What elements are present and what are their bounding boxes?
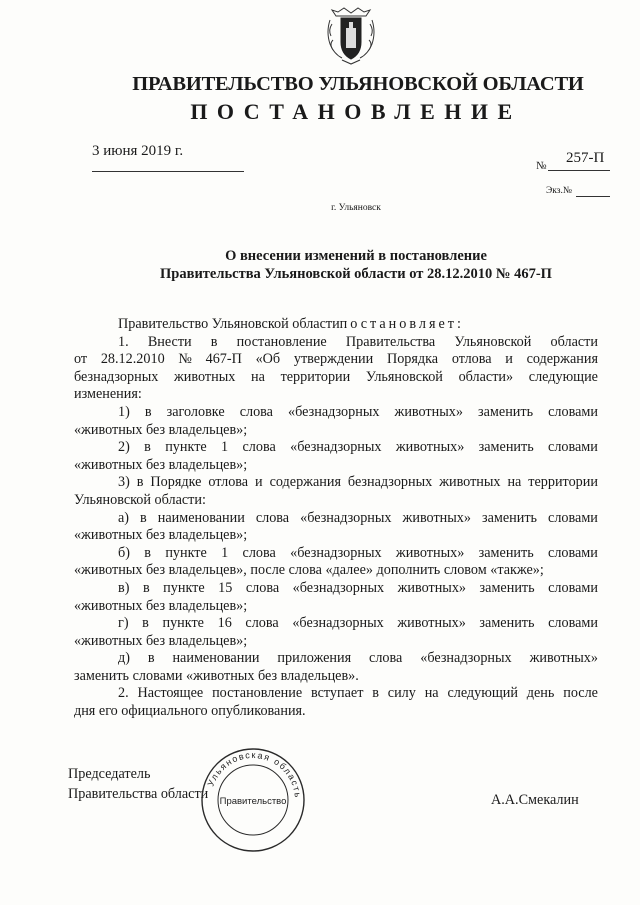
body-word: животных» [529, 650, 598, 667]
body-word: пункте [165, 544, 207, 561]
body-word: заменить [479, 579, 535, 596]
body-word: силу [387, 685, 416, 702]
body-line [74, 351, 598, 369]
body-word: содержания [269, 474, 341, 491]
body-word: дополнить [376, 562, 444, 579]
body-word: г) [118, 615, 129, 632]
body-word: области» [458, 368, 514, 385]
body-word: животных» [402, 509, 471, 526]
body-word: в [147, 650, 155, 667]
body-word: на [251, 368, 265, 385]
body-word: в [136, 474, 144, 491]
body-line [74, 439, 598, 457]
document-type-title: ПОСТАНОВЛЕНИЕ [190, 99, 522, 124]
body-word: 28.12.2010 [100, 351, 165, 368]
body-line [74, 369, 598, 387]
body-word: словами [548, 439, 598, 456]
body-word: области: [154, 491, 206, 508]
body-word: владельцев»; [168, 527, 248, 544]
body-word: 2) [118, 439, 130, 456]
signatory-title-line-1: Председатель [68, 766, 151, 782]
body-word: пункте [165, 439, 207, 456]
body-segment: Правительство Ульяновской области [118, 316, 340, 332]
signatory-name: А.А.Смекалин [491, 792, 579, 808]
body-word: животных» [395, 544, 465, 561]
body-word: 15 [218, 579, 233, 596]
body-word: «безнадзорных [288, 403, 380, 420]
body-word: заменить [481, 509, 538, 526]
body-word: пункте [163, 579, 205, 596]
body-word: слова [369, 650, 403, 667]
body-line [74, 457, 598, 475]
number-underline [548, 170, 610, 171]
body-word: на [424, 685, 439, 702]
signatory-title [68, 764, 208, 804]
body-word: в [144, 439, 151, 456]
body-word: следующий [447, 685, 518, 702]
body-word: владельцев»; [168, 456, 248, 473]
body-line [74, 580, 598, 598]
body-word: содержания [526, 351, 598, 368]
body-word: без [145, 421, 169, 438]
body-word: словами [548, 403, 598, 420]
body-word: Порядка [386, 351, 439, 368]
body-word: «безнадзорных [292, 615, 384, 632]
body-word: Порядке [150, 474, 202, 491]
body-word: «безнадзорных [420, 650, 512, 667]
body-word: «также»; [490, 562, 544, 579]
body-word: в [144, 544, 151, 561]
body-word: слова [239, 403, 273, 420]
body-word: постановление [212, 685, 303, 702]
body-word: заменить [478, 439, 534, 456]
body-word: «животных [74, 421, 146, 438]
subject-line-1: О внесении изменений в постановление [225, 248, 487, 264]
body-word: безнадзорных [347, 474, 433, 491]
body-word: заменить [74, 667, 133, 684]
body-word: № [178, 351, 192, 368]
body-word: наименовании [157, 509, 245, 526]
body-word: «безнадзорных [300, 509, 392, 526]
body-word: владельцев»; [168, 632, 248, 649]
body-word: «животных [74, 527, 146, 544]
body-word: без [145, 632, 169, 649]
number-prefix: № [536, 160, 547, 172]
body-word: животных» [394, 403, 463, 420]
body-word: владельцев»; [168, 421, 248, 438]
body-word: Правительства [345, 333, 436, 350]
body-word: приложения [277, 650, 352, 667]
body-word: без [257, 667, 281, 684]
body-word: Настоящее [137, 685, 204, 702]
body-line [74, 668, 598, 686]
body-word: «животных [74, 562, 146, 579]
body-word: владельцев», [168, 562, 251, 579]
body-word: в) [118, 579, 130, 596]
spaced-word: постановляет: [339, 316, 464, 332]
body-word: словом [443, 562, 491, 579]
body-word: и [505, 351, 513, 368]
body-word: в [142, 615, 149, 632]
document-date: 3 июня 2019 г. [92, 143, 184, 159]
body-word: 1 [221, 439, 229, 456]
official-seal [198, 745, 308, 855]
body-word: а) [118, 509, 130, 526]
body-line [74, 650, 598, 668]
city-name: г. Ульяновск [331, 203, 381, 213]
body-line [74, 492, 598, 510]
body-word: Ульяновской [74, 491, 155, 508]
body-word: день [526, 685, 555, 702]
body-word: в [142, 579, 150, 596]
body-word: животных» [397, 615, 466, 632]
body-word: 1. [118, 333, 129, 350]
body-word: животных [174, 368, 236, 385]
body-word: от [74, 351, 88, 368]
body-word: и [255, 474, 263, 491]
body-word: официального [121, 703, 212, 720]
body-word: в [140, 509, 147, 526]
body-word: территории [280, 368, 351, 385]
body-line [74, 527, 598, 545]
body-word: дня [74, 703, 99, 720]
body-word: 3) [118, 474, 130, 491]
body-line [74, 510, 598, 528]
body-word: «животных [74, 456, 146, 473]
body-line [74, 598, 598, 616]
body-word: без [145, 597, 169, 614]
body-word: д) [118, 650, 130, 667]
body-word: утверждении [293, 351, 374, 368]
body-word: слова [288, 562, 326, 579]
body-line [74, 316, 598, 334]
body-word: животных» [397, 579, 467, 596]
body-word: словами [548, 615, 598, 632]
copy-number-underline [576, 196, 610, 197]
body-line [74, 685, 598, 703]
body-word: пункте [162, 615, 204, 632]
body-line [74, 562, 598, 580]
seal-center-text: Правительство [219, 796, 287, 807]
body-line [74, 386, 598, 404]
body-word: словами [132, 667, 186, 684]
body-word: «животных [74, 632, 146, 649]
date-underline [92, 171, 244, 172]
body-word: слова [242, 544, 276, 561]
body-word: слова [255, 509, 290, 526]
body-word: животных [439, 474, 501, 491]
body-word: наименовании [172, 650, 260, 667]
body-word: в [210, 333, 218, 350]
body-word: территории [528, 474, 598, 491]
body-line [74, 334, 598, 352]
body-word: его [98, 703, 122, 720]
government-title: ПРАВИТЕЛЬСТВО УЛЬЯНОВСКОЙ ОБЛАСТИ [132, 73, 584, 95]
body-word: Ульяновской [365, 368, 443, 385]
body-word: словами [548, 509, 598, 526]
body-word: в [372, 685, 379, 702]
signatory-title-line-2: Правительства области [68, 786, 209, 802]
body-word: заменить [479, 615, 535, 632]
body-word: 16 [217, 615, 232, 632]
coat-of-arms-icon [324, 6, 378, 66]
body-word: «животных [186, 667, 258, 684]
body-word: слова [242, 439, 276, 456]
subject-line-2: Правительства Ульяновской области от 28.12.2010 № 467-П [160, 266, 552, 282]
body-line [74, 633, 598, 651]
body-word: Внести [147, 333, 192, 350]
body-word: Ульяновской [454, 333, 532, 350]
body-line [74, 615, 598, 633]
body-line [74, 474, 598, 492]
body-word: б) [118, 544, 130, 561]
body-line [74, 545, 598, 563]
body-word: после [563, 685, 598, 702]
body-word: животных» [395, 439, 465, 456]
body-word: 1 [221, 544, 229, 561]
seal-outer-text: Ульяновская область [205, 749, 304, 800]
body-word: 467-П [205, 351, 242, 368]
body-word: слова [245, 579, 280, 596]
body-word: без [145, 562, 169, 579]
body-word: постановление [236, 333, 327, 350]
body-word: отлова [208, 474, 249, 491]
body-word: на [507, 474, 522, 491]
body-word: владельцев». [280, 667, 359, 684]
svg-text:Ульяновская область [206, 750, 304, 799]
body-word: словами [548, 579, 598, 596]
body-word: «безнадзорных [290, 439, 382, 456]
body-word: безнадзорных [74, 368, 159, 385]
copy-number-label: Экз.№ [546, 186, 572, 196]
body-word: «животных [74, 597, 146, 614]
body-word: заменить [478, 544, 534, 561]
body-word: «далее» [325, 562, 377, 579]
body-word: следующие [528, 368, 598, 385]
body-word: «безнадзорных [292, 579, 385, 596]
body-word: без [145, 527, 169, 544]
body-word: заменить [478, 403, 534, 420]
body-word: опубликования. [211, 703, 306, 720]
body-word: после [250, 562, 289, 579]
body-word: слова [245, 615, 279, 632]
body-word: «безнадзорных [290, 544, 382, 561]
body-word: 1) [118, 403, 130, 420]
body-word: вступает [310, 685, 364, 702]
body-line [74, 422, 598, 440]
body-word: области [550, 333, 598, 350]
body-word: отлова [451, 351, 492, 368]
body-word: заголовке [166, 403, 225, 420]
body-line [74, 703, 598, 721]
body-word: «Об [255, 351, 281, 368]
document-number: 257-П [566, 150, 605, 166]
body-word: 2. [118, 685, 129, 702]
body-line [74, 404, 598, 422]
document-body [74, 316, 598, 721]
body-word: владельцев»; [168, 597, 248, 614]
body-word: изменения: [74, 386, 142, 403]
body-word: словами [548, 544, 598, 561]
body-word: в [144, 403, 152, 420]
body-word: без [145, 456, 169, 473]
